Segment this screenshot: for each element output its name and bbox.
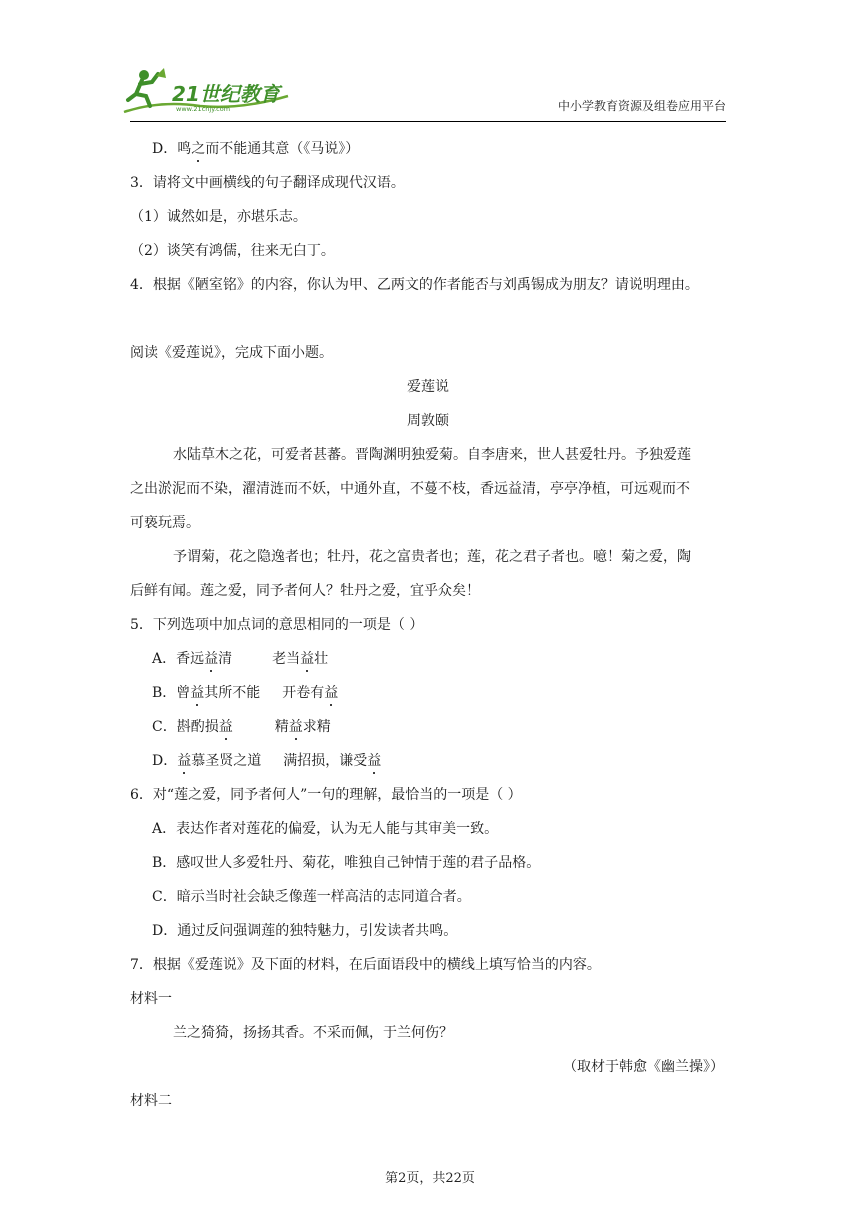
q5-option-c: C．斟酌损益 精益求精: [152, 719, 331, 735]
svg-text:www.21cnjy.com: www.21cnjy.com: [176, 105, 231, 113]
header-rule: [130, 121, 726, 122]
page-number: 第2页，共22页: [385, 1171, 475, 1186]
q3-stem: 3．请将文中画横线的句子翻译成现代汉语。: [130, 175, 405, 191]
poem-author: 周敦颐: [407, 413, 449, 429]
page-header: [120, 66, 726, 118]
q3-sentence-2: （2）谈笑有鸿儒，往来无白丁。: [130, 243, 335, 259]
material-1-source: （取材于韩愈《幽兰操》）: [563, 1059, 724, 1075]
poem-line: 之出淤泥而不染，濯清涟而不妖，中通外直，不蔓不枝，香远益清，亭亭净植，可远观而不: [130, 481, 690, 497]
material-2-label: 材料二: [130, 1093, 172, 1109]
q6-option-c: C．暗示当时社会缺乏像莲一样高洁的志同道合者。: [152, 889, 471, 905]
reading-intro: 阅读《爱莲说》，完成下面小题。: [130, 345, 333, 361]
q5-stem: 5．下列选项中加点词的意思相同的一项是（ ）: [130, 617, 424, 633]
platform-name: 中小学教育资源及组卷应用平台: [557, 99, 726, 113]
q3-sentence-1: （1）诚然如是，亦堪乐志。: [130, 209, 307, 225]
q5-option-d: D．益慕圣贤之道 满招损，谦受益: [152, 753, 382, 769]
q7-stem: 7．根据《爱莲说》及下面的材料，在后面语段中的横线上填写恰当的内容。: [130, 957, 601, 973]
q5-option-b: B．曾益其所不能 开卷有益: [152, 685, 339, 701]
poem-title: 爱莲说: [407, 379, 449, 395]
q4-stem: 4．根据《陋室铭》的内容，你认为甲、乙两文的作者能否与刘禹锡成为朋友？请说明理由。: [130, 277, 699, 293]
poem-line: 可亵玩焉。: [130, 515, 200, 531]
q5-option-a: A．香远益清 老当益壮: [152, 651, 329, 667]
poem-line: 予谓菊，花之隐逸者也；牡丹，花之富贵者也；莲，花之君子者也。噫！菊之爱，陶: [173, 549, 691, 565]
q6-stem: 6．对“莲之爱，同予者何人”一句的理解，最恰当的一项是（ ）: [130, 787, 522, 803]
q2-option-d: D．鸣之而不能通其意（《马说》）: [152, 141, 360, 157]
material-1-text: 兰之猗猗，扬扬其香。不采而佩，于兰何伤？: [173, 1025, 453, 1041]
material-1-label: 材料一: [130, 991, 172, 1007]
poem-line: 水陆草木之花，可爱者甚蕃。晋陶渊明独爱菊。自李唐来，世人甚爱牡丹。予独爱莲: [173, 447, 691, 463]
q6-option-a: A．表达作者对莲花的偏爱，认为无人能与其审美一致。: [152, 821, 499, 837]
q6-option-d: D．通过反问强调莲的独特魅力，引发读者共鸣。: [152, 923, 458, 939]
site-logo: [120, 66, 290, 116]
q6-option-b: B．感叹世人多爱牡丹、菊花，唯独自己钟情于莲的君子品格。: [152, 855, 541, 871]
poem-line: 后鲜有闻。莲之爱，同予者何人？牡丹之爱，宜乎众矣！: [130, 583, 480, 599]
svg-text:21世纪教育: 21世纪教育: [172, 82, 280, 106]
